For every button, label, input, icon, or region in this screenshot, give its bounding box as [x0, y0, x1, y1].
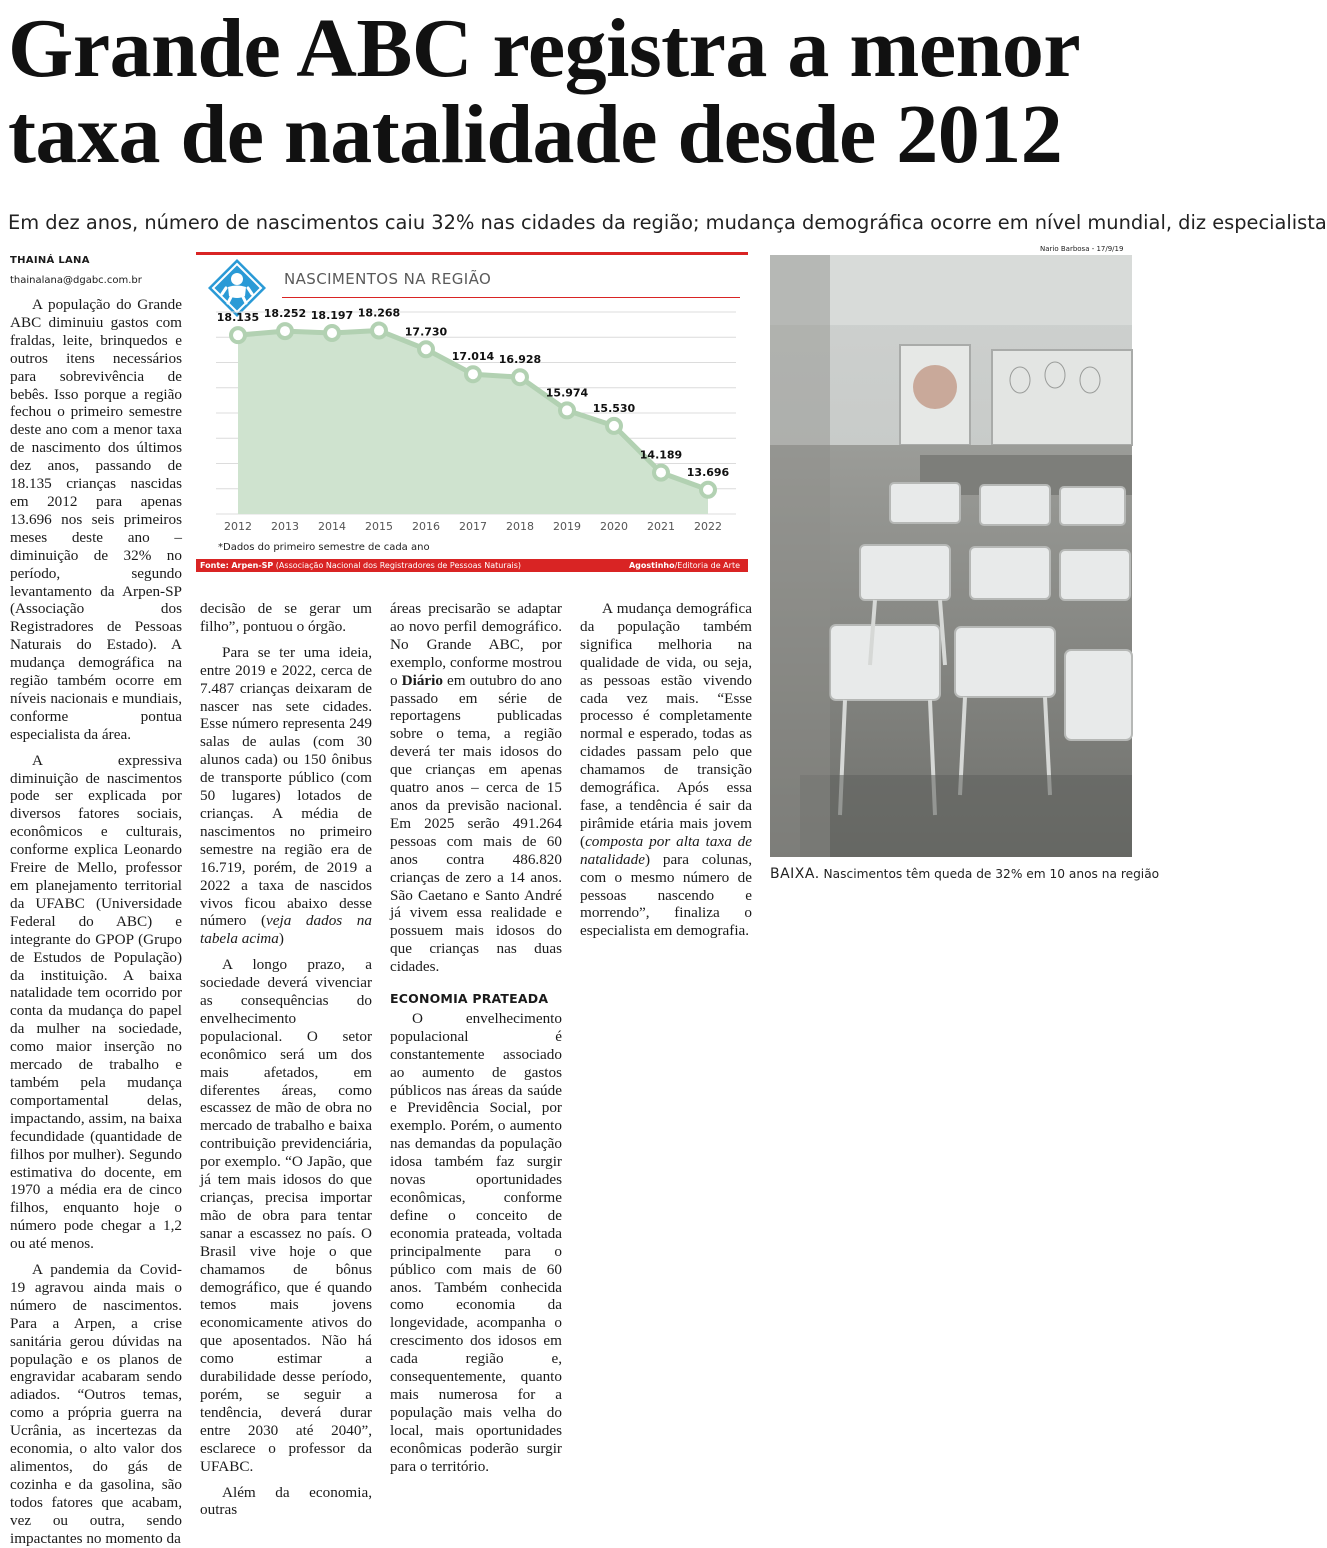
data-point: [231, 328, 245, 342]
data-label: 17.730: [404, 325, 448, 339]
x-tick-label: 2020: [600, 520, 628, 533]
paragraph: A população do Grande ABC diminuiu gastos com fraldas, leite, brinquedos e outros itens necessários para sobrevivência de bebês. Isso porque a região fechou o primeiro semestre deste ano com a menor taxa de nascimento dos últimos dez anos, passando de 18.135 crianças nascidas em 2012 para apenas 13.696 nos seis primeiros meses deste ano – diminuição de 32% no período, segundo levantamento da Arpen-SP (Associação dos Registradores de Pessoas Naturais do Estado). A mudança demográfica na região também ocorre em níveis nacionais e mundiais, conforme pontua especialista da área.: [10, 296, 182, 743]
article-column-2: [200, 600, 372, 1519]
data-point: [466, 367, 480, 381]
data-point: [278, 324, 292, 338]
paragraph: O envelhecimento populacional é constantemente associado ao aumento de gastos públicos nas áreas da saúde e Previdência Social, por exemplo. Porém, o aumento nas demandas da população idosa também faz surgir novas oportunidades econômicas, conforme define o conceito de economia prateada, voltada principalmente para o público com mais de 60 anos. Também conhecida como economia da longevidade, acompanha o crescimento dos idosos em cada região e, consequentemente, quanto mais numerosa for a população mais velha do local, mais oportunidades econômicas poderão surgir para o território.: [390, 1009, 562, 1475]
article-column-1: [10, 296, 182, 1548]
data-label: 15.530: [592, 401, 636, 415]
paragraph: A expressiva diminuição de nascimentos pode ser explicada por diversos fatores sociais, econômicos e culturais, conforme explica Leonardo Freire de Mello, professor em planejamento territorial da UFABC (Universidade Federal do ABC) e integrante do GPOP (Grupo de Estudos de População) da instituição. A baixa natalidade tem ocorrido por conta da mudança do papel da mulher na sociedade, como maior inserção no mercado de trabalho e também pela mudança comportamental delas, impactando, assim, na baixa fecundidade (quantidade de filhos por mulher). Segundo estimativa do docente, em 1970 a média era de cinco filhos, enquanto hoje o número pode chegar a 1,2 ou até menos.: [10, 751, 182, 1253]
births-chart: [196, 252, 748, 572]
chart-credit: [629, 559, 740, 572]
data-point: [654, 466, 668, 480]
subheadline: Em dez anos, número de nascimentos caiu 32% nas cidades da região; mudança demográfica ocorre em nível mundial, diz especialista: [8, 211, 1327, 234]
chart-footnote: *Dados do primeiro semestre de cada ano: [218, 542, 430, 553]
source-detail: (Associação Nacional dos Registradores de Pessoas Naturais): [273, 561, 521, 570]
credit-name: Agostinho: [628, 561, 675, 570]
text-run-italic: composta por alta taxa de natalidade: [580, 832, 752, 868]
article-column-4: [580, 600, 752, 940]
headline-line-1: Grande ABC registra a menor: [8, 2, 1081, 95]
text-run-italic: veja dados na tabela acima: [200, 912, 372, 948]
paragraph: A pandemia da Covid-19 agravou ainda mais o número de nascimentos. Para a Arpen, a crise sanitária gerou dúvidas na população e os planos de engravidar acabaram sendo adiados. “Outros temas, como a própria guerra na Ucrânia, as incertezas da economia, o alto valor dos alimentos, do gás de cozinha e da gasolina, são todos fatores que acabam, vez ou outra, sendo impactantes no momento da: [10, 1261, 182, 1547]
x-tick-label: 2014: [318, 520, 346, 533]
x-tick-label: 2018: [506, 520, 534, 533]
x-tick-label: 2016: [412, 520, 440, 533]
chart-title: NASCIMENTOS NA REGIÃO: [284, 270, 492, 288]
x-tick-label: 2013: [271, 520, 299, 533]
photo-caption: [770, 866, 1160, 882]
article-column-3: [390, 600, 562, 1476]
data-label: 15.974: [545, 386, 589, 400]
text-run-bold: Diário: [401, 671, 443, 689]
data-point: [560, 403, 574, 417]
data-label: 18.268: [357, 306, 401, 320]
section-heading: ECONOMIA PRATEADA: [390, 991, 549, 1007]
paragraph: A longo prazo, a sociedade deverá vivenciar as consequências do envelhecimento populacional. O setor econômico será um dos mais afetados, em diferentes áreas, como escassez de mão de obra no mercado de trabalho e baixa contribuição previdenciária, por exemplo. “O Japão, que já tem mais idosos do que crianças, precisa importar mão de obra para tentar sanar a escassez no país. O Brasil vive hoje o que chamamos de bônus demográfico, que é quando temos mais jovens economicamente ativos do que aposentados. Não há como estimar a durabilidade desse período, porém, se seguir a tendência, deverá durar entre 2030 até 2040”, esclarece o professor da UFABC.: [200, 956, 372, 1475]
credit-rest: /Editoria de Arte: [674, 561, 740, 570]
text-run: A mudança demográfica da população também significa melhoria na qualidade de vida, ou seja, as pessoas estão vivendo cada vez mais. “Esse processo é completamente normal e esperado, todas as cidades passam pelo que chamamos de transição demográfica. Após essa fase, a tendência é sair da pirâmide etária mais jovem (: [580, 600, 752, 850]
text-run: ): [278, 930, 284, 948]
data-point: [325, 326, 339, 340]
data-point: [372, 324, 386, 338]
headline-line-2: taxa de natalidade desde 2012: [8, 88, 1063, 181]
data-label: 14.189: [639, 448, 683, 462]
chart-source-bar: [196, 559, 748, 572]
paragraph: Além da economia, outras: [200, 1483, 372, 1519]
text-run: Para se ter uma ideia, entre 2019 e 2022, cerca de 7.487 crianças deixaram de nascer nas sete cidades. Esse número representa 249 salas de aulas (com 30 alunos cada) ou 150 ônibus de transporte público (com 50 lugares) lotados de crianças. A média de nascimentos no primeiro semestre na região era de 16.719, porém, de 2019 a 2022 a taxa de nascidos vivos ficou abaixo desse número (: [200, 643, 372, 930]
caption-tag: BAIXA.: [770, 866, 820, 882]
source-label: Fonte:: [200, 561, 229, 570]
paragraph: [200, 644, 372, 948]
photo-credit: Nario Barbosa - 17/9/19: [1040, 245, 1124, 253]
x-tick-label: 2012: [224, 520, 252, 533]
author-email: thainalana@dgabc.com.br: [10, 275, 142, 286]
headline: [8, 2, 1134, 181]
paragraph: [580, 600, 752, 940]
byline: [10, 255, 190, 286]
data-label: 18.252: [263, 307, 307, 321]
nursery-photo: [770, 255, 1132, 857]
data-point: [607, 419, 621, 433]
data-label: 16.928: [498, 353, 542, 367]
data-point: [701, 483, 715, 497]
paragraph: decisão de se gerar um filho”, pontuou o órgão.: [200, 600, 372, 635]
caption-text: Nascimentos têm queda de 32% em 10 anos na região: [819, 867, 1160, 881]
source-org: Arpen-SP: [231, 561, 274, 570]
x-tick-label: 2015: [365, 520, 393, 533]
x-tick-label: 2017: [459, 520, 487, 533]
data-label: 18.135: [216, 311, 260, 325]
text-run: em outubro do ano passado em série de reportagens publicadas sobre o tema, a região deverá ter mais idosos do que crianças em apenas quatro anos – cerca de 15 anos da previsão nacional. Em 2025 serão 491.264 pessoas com mais de 60 anos contra 486.820 crianças de zero a 14 anos. São Caetano e Santo André já vivem essa realidade e possuem mais idosos do que crianças nas duas cidades.: [390, 671, 562, 976]
data-label: 13.696: [686, 465, 730, 479]
paragraph: [390, 600, 562, 976]
x-tick-label: 2021: [647, 520, 675, 533]
author-name: THAINÁ LANA: [10, 255, 90, 266]
text-run: ) para colunas, com o mesmo número de pessoas nascendo e morrendo”, finaliza o especialista em demografia.: [580, 850, 752, 940]
data-label: 17.014: [451, 350, 495, 364]
chart-plot: [196, 252, 748, 542]
data-point: [419, 342, 433, 356]
x-tick-label: 2019: [553, 520, 581, 533]
text-run: áreas precisarão se adaptar ao novo perfil demográfico. No Grande ABC, por exemplo, conforme mostrou o: [390, 600, 562, 689]
data-label: 18.197: [310, 309, 354, 323]
x-tick-label: 2022: [694, 520, 722, 533]
data-point: [513, 370, 527, 384]
